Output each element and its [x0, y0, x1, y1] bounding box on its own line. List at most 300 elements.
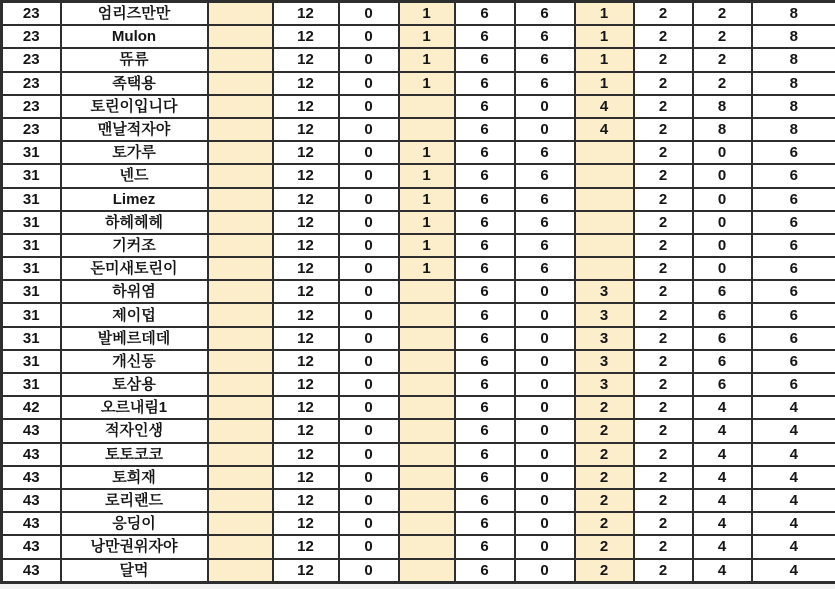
value-cell-2: 0 [339, 327, 399, 350]
value-cell-6: 4 [575, 95, 634, 118]
value-cell-9: 6 [752, 303, 835, 326]
value-cell-1: 12 [273, 535, 339, 558]
name-cell: 토가루 [61, 141, 208, 164]
value-cell-7: 2 [634, 280, 693, 303]
highlight-empty-cell [208, 141, 273, 164]
value-cell-1: 12 [273, 211, 339, 234]
value-cell-1: 12 [273, 559, 339, 583]
value-cell-5: 0 [515, 95, 575, 118]
value-cell-4: 6 [455, 443, 515, 466]
value-cell-1: 12 [273, 466, 339, 489]
value-cell-1: 12 [273, 327, 339, 350]
value-cell-6: 4 [575, 118, 634, 141]
value-cell-8: 2 [693, 48, 752, 71]
value-cell-5: 0 [515, 327, 575, 350]
value-cell-4: 6 [455, 350, 515, 373]
name-cell: 맨날적자야 [61, 118, 208, 141]
value-cell-2: 0 [339, 72, 399, 95]
rank-cell: 42 [2, 396, 61, 419]
value-cell-8: 4 [693, 535, 752, 558]
value-cell-9: 6 [752, 327, 835, 350]
rank-cell: 43 [2, 466, 61, 489]
rank-cell: 31 [2, 280, 61, 303]
highlight-empty-cell [208, 25, 273, 48]
value-cell-3 [399, 419, 455, 442]
value-cell-7: 2 [634, 512, 693, 535]
table-row [2, 164, 835, 187]
name-cell: 하위염 [61, 280, 208, 303]
value-cell-2: 0 [339, 373, 399, 396]
value-cell-1: 12 [273, 373, 339, 396]
value-cell-9: 6 [752, 164, 835, 187]
name-cell: 달먹 [61, 559, 208, 583]
value-cell-8: 6 [693, 327, 752, 350]
value-cell-1: 12 [273, 350, 339, 373]
value-cell-8: 0 [693, 141, 752, 164]
value-cell-1: 12 [273, 164, 339, 187]
value-cell-2: 0 [339, 303, 399, 326]
value-cell-9: 6 [752, 350, 835, 373]
value-cell-3: 1 [399, 234, 455, 257]
value-cell-6 [575, 211, 634, 234]
value-cell-4: 6 [455, 512, 515, 535]
highlight-empty-cell [208, 280, 273, 303]
highlight-empty-cell [208, 419, 273, 442]
value-cell-2: 0 [339, 535, 399, 558]
value-cell-7: 2 [634, 466, 693, 489]
value-cell-2: 0 [339, 118, 399, 141]
rank-cell: 23 [2, 2, 61, 26]
value-cell-6: 2 [575, 396, 634, 419]
rank-cell: 31 [2, 350, 61, 373]
table-row [2, 211, 835, 234]
table-row [2, 303, 835, 326]
value-cell-7: 2 [634, 188, 693, 211]
value-cell-4: 6 [455, 234, 515, 257]
rank-cell: 43 [2, 535, 61, 558]
name-cell: 로리랜드 [61, 489, 208, 512]
rank-cell: 43 [2, 559, 61, 583]
value-cell-3 [399, 350, 455, 373]
highlight-empty-cell [208, 489, 273, 512]
value-cell-1: 12 [273, 25, 339, 48]
value-cell-8: 0 [693, 164, 752, 187]
table-row [2, 373, 835, 396]
highlight-empty-cell [208, 257, 273, 280]
value-cell-9: 8 [752, 95, 835, 118]
rank-cell: 31 [2, 303, 61, 326]
value-cell-5: 6 [515, 2, 575, 26]
value-cell-2: 0 [339, 559, 399, 583]
value-cell-2: 0 [339, 164, 399, 187]
name-cell: 돈미새토린이 [61, 257, 208, 280]
table-row [2, 327, 835, 350]
rank-cell: 23 [2, 48, 61, 71]
value-cell-3 [399, 118, 455, 141]
value-cell-5: 6 [515, 211, 575, 234]
value-cell-9: 4 [752, 466, 835, 489]
name-cell: 적자인생 [61, 419, 208, 442]
value-cell-1: 12 [273, 48, 339, 71]
value-cell-8: 6 [693, 303, 752, 326]
value-cell-1: 12 [273, 95, 339, 118]
rank-cell: 23 [2, 118, 61, 141]
highlight-empty-cell [208, 327, 273, 350]
value-cell-5: 0 [515, 303, 575, 326]
highlight-empty-cell [208, 373, 273, 396]
highlight-empty-cell [208, 234, 273, 257]
value-cell-7: 2 [634, 257, 693, 280]
value-cell-4: 6 [455, 419, 515, 442]
rank-cell: 31 [2, 373, 61, 396]
value-cell-8: 4 [693, 419, 752, 442]
value-cell-6 [575, 234, 634, 257]
value-cell-4: 6 [455, 48, 515, 71]
value-cell-1: 12 [273, 396, 339, 419]
highlight-empty-cell [208, 443, 273, 466]
value-cell-3 [399, 95, 455, 118]
value-cell-8: 6 [693, 350, 752, 373]
value-cell-5: 0 [515, 466, 575, 489]
highlight-empty-cell [208, 559, 273, 583]
value-cell-6: 2 [575, 535, 634, 558]
rank-cell: 31 [2, 188, 61, 211]
value-cell-1: 12 [273, 141, 339, 164]
value-cell-9: 6 [752, 280, 835, 303]
value-cell-3: 1 [399, 188, 455, 211]
value-cell-5: 6 [515, 234, 575, 257]
value-cell-6 [575, 141, 634, 164]
table-row [2, 350, 835, 373]
rank-cell: 31 [2, 211, 61, 234]
value-cell-9: 4 [752, 443, 835, 466]
value-cell-3 [399, 466, 455, 489]
rank-cell: 31 [2, 141, 61, 164]
value-cell-9: 6 [752, 141, 835, 164]
value-cell-4: 6 [455, 535, 515, 558]
name-cell: 낭만권위자야 [61, 535, 208, 558]
highlight-empty-cell [208, 350, 273, 373]
value-cell-5: 6 [515, 141, 575, 164]
highlight-empty-cell [208, 535, 273, 558]
name-cell: Mulon [61, 25, 208, 48]
value-cell-6: 2 [575, 466, 634, 489]
value-cell-2: 0 [339, 443, 399, 466]
value-cell-2: 0 [339, 280, 399, 303]
value-cell-5: 6 [515, 48, 575, 71]
value-cell-2: 0 [339, 512, 399, 535]
value-cell-9: 4 [752, 489, 835, 512]
value-cell-3: 1 [399, 257, 455, 280]
value-cell-5: 0 [515, 559, 575, 583]
value-cell-2: 0 [339, 95, 399, 118]
value-cell-8: 2 [693, 25, 752, 48]
value-cell-6: 2 [575, 512, 634, 535]
value-cell-4: 6 [455, 257, 515, 280]
value-cell-9: 8 [752, 72, 835, 95]
value-cell-7: 2 [634, 211, 693, 234]
value-cell-8: 4 [693, 466, 752, 489]
value-cell-3 [399, 373, 455, 396]
name-cell: Limez [61, 188, 208, 211]
value-cell-8: 6 [693, 373, 752, 396]
table-row [2, 419, 835, 442]
value-cell-3 [399, 396, 455, 419]
value-cell-5: 0 [515, 350, 575, 373]
value-cell-3: 1 [399, 2, 455, 26]
highlight-empty-cell [208, 48, 273, 71]
value-cell-6 [575, 164, 634, 187]
highlight-empty-cell [208, 211, 273, 234]
highlight-empty-cell [208, 466, 273, 489]
rank-cell: 43 [2, 489, 61, 512]
highlight-empty-cell [208, 2, 273, 26]
name-cell: 넨드 [61, 164, 208, 187]
value-cell-3 [399, 489, 455, 512]
value-cell-8: 4 [693, 396, 752, 419]
value-cell-1: 12 [273, 280, 339, 303]
name-cell: 제이덥 [61, 303, 208, 326]
name-cell: 뜌류 [61, 48, 208, 71]
table-row [2, 396, 835, 419]
value-cell-3 [399, 535, 455, 558]
value-cell-8: 4 [693, 489, 752, 512]
value-cell-8: 2 [693, 2, 752, 26]
rank-cell: 43 [2, 443, 61, 466]
highlight-empty-cell [208, 188, 273, 211]
rank-cell: 31 [2, 234, 61, 257]
value-cell-5: 6 [515, 25, 575, 48]
table-body [2, 2, 835, 583]
value-cell-1: 12 [273, 257, 339, 280]
name-cell: 족택용 [61, 72, 208, 95]
value-cell-3 [399, 303, 455, 326]
value-cell-9: 8 [752, 25, 835, 48]
highlight-empty-cell [208, 512, 273, 535]
value-cell-7: 2 [634, 141, 693, 164]
value-cell-4: 6 [455, 118, 515, 141]
value-cell-2: 0 [339, 396, 399, 419]
value-cell-6: 3 [575, 303, 634, 326]
value-cell-9: 6 [752, 234, 835, 257]
value-cell-1: 12 [273, 118, 339, 141]
value-cell-6: 1 [575, 2, 634, 26]
value-cell-1: 12 [273, 2, 339, 26]
value-cell-6: 3 [575, 373, 634, 396]
value-cell-7: 2 [634, 419, 693, 442]
rank-cell: 31 [2, 164, 61, 187]
value-cell-3 [399, 280, 455, 303]
table-row [2, 257, 835, 280]
value-cell-2: 0 [339, 257, 399, 280]
value-cell-7: 2 [634, 303, 693, 326]
table-row [2, 489, 835, 512]
value-cell-6: 1 [575, 48, 634, 71]
value-cell-3 [399, 512, 455, 535]
value-cell-4: 6 [455, 373, 515, 396]
rank-cell: 31 [2, 327, 61, 350]
value-cell-6: 3 [575, 327, 634, 350]
value-cell-5: 0 [515, 535, 575, 558]
value-cell-8: 2 [693, 72, 752, 95]
value-cell-7: 2 [634, 95, 693, 118]
value-cell-9: 8 [752, 2, 835, 26]
value-cell-2: 0 [339, 188, 399, 211]
value-cell-1: 12 [273, 303, 339, 326]
value-cell-6: 3 [575, 280, 634, 303]
value-cell-3: 1 [399, 72, 455, 95]
value-cell-7: 2 [634, 489, 693, 512]
value-cell-7: 2 [634, 535, 693, 558]
value-cell-2: 0 [339, 466, 399, 489]
value-cell-7: 2 [634, 396, 693, 419]
value-cell-4: 6 [455, 303, 515, 326]
value-cell-9: 4 [752, 535, 835, 558]
value-cell-9: 6 [752, 188, 835, 211]
value-cell-6: 1 [575, 25, 634, 48]
value-cell-8: 8 [693, 95, 752, 118]
value-cell-4: 6 [455, 211, 515, 234]
table-row [2, 72, 835, 95]
table-row [2, 48, 835, 71]
name-cell: 토린이입니다 [61, 95, 208, 118]
value-cell-2: 0 [339, 141, 399, 164]
value-cell-5: 0 [515, 443, 575, 466]
table-row [2, 25, 835, 48]
value-cell-9: 4 [752, 396, 835, 419]
table-row [2, 535, 835, 558]
value-cell-6: 3 [575, 350, 634, 373]
value-cell-4: 6 [455, 2, 515, 26]
value-cell-5: 6 [515, 188, 575, 211]
value-cell-4: 6 [455, 489, 515, 512]
value-cell-4: 6 [455, 396, 515, 419]
value-cell-9: 4 [752, 512, 835, 535]
highlight-empty-cell [208, 118, 273, 141]
value-cell-8: 0 [693, 257, 752, 280]
value-cell-7: 2 [634, 72, 693, 95]
table-row [2, 118, 835, 141]
value-cell-5: 6 [515, 257, 575, 280]
value-cell-5: 0 [515, 396, 575, 419]
name-cell: 엄리즈만만 [61, 2, 208, 26]
value-cell-8: 8 [693, 118, 752, 141]
value-cell-6 [575, 188, 634, 211]
value-cell-1: 12 [273, 443, 339, 466]
value-cell-9: 6 [752, 211, 835, 234]
value-cell-7: 2 [634, 327, 693, 350]
table-row [2, 2, 835, 26]
value-cell-8: 4 [693, 443, 752, 466]
value-cell-4: 6 [455, 164, 515, 187]
value-cell-4: 6 [455, 188, 515, 211]
value-cell-7: 2 [634, 48, 693, 71]
value-cell-2: 0 [339, 489, 399, 512]
table-row [2, 559, 835, 583]
value-cell-3: 1 [399, 211, 455, 234]
value-cell-6 [575, 257, 634, 280]
value-cell-8: 0 [693, 188, 752, 211]
value-cell-4: 6 [455, 72, 515, 95]
name-cell: 오르내림1 [61, 396, 208, 419]
value-cell-5: 0 [515, 512, 575, 535]
value-cell-7: 2 [634, 443, 693, 466]
highlight-empty-cell [208, 72, 273, 95]
value-cell-4: 6 [455, 280, 515, 303]
value-cell-7: 2 [634, 2, 693, 26]
name-cell: 토삼용 [61, 373, 208, 396]
name-cell: 기커조 [61, 234, 208, 257]
highlight-empty-cell [208, 396, 273, 419]
value-cell-5: 0 [515, 118, 575, 141]
value-cell-3: 1 [399, 48, 455, 71]
value-cell-1: 12 [273, 512, 339, 535]
rank-cell: 23 [2, 25, 61, 48]
value-cell-7: 2 [634, 559, 693, 583]
value-cell-7: 2 [634, 234, 693, 257]
value-cell-3: 1 [399, 25, 455, 48]
value-cell-9: 6 [752, 257, 835, 280]
value-cell-3 [399, 443, 455, 466]
value-cell-2: 0 [339, 2, 399, 26]
value-cell-9: 8 [752, 118, 835, 141]
value-cell-1: 12 [273, 489, 339, 512]
name-cell: 개신동 [61, 350, 208, 373]
value-cell-4: 6 [455, 25, 515, 48]
name-cell: 하헤헤헤 [61, 211, 208, 234]
value-cell-8: 4 [693, 512, 752, 535]
table-row [2, 466, 835, 489]
value-cell-3: 1 [399, 164, 455, 187]
value-cell-3 [399, 327, 455, 350]
name-cell: 토희재 [61, 466, 208, 489]
highlight-empty-cell [208, 95, 273, 118]
value-cell-7: 2 [634, 118, 693, 141]
rank-cell: 23 [2, 72, 61, 95]
table-row [2, 512, 835, 535]
value-cell-3 [399, 559, 455, 583]
table-row [2, 188, 835, 211]
table-row [2, 141, 835, 164]
value-cell-9: 6 [752, 373, 835, 396]
value-cell-5: 0 [515, 489, 575, 512]
value-cell-5: 0 [515, 419, 575, 442]
value-cell-2: 0 [339, 211, 399, 234]
rank-cell: 43 [2, 512, 61, 535]
value-cell-7: 2 [634, 350, 693, 373]
value-cell-5: 0 [515, 280, 575, 303]
value-cell-4: 6 [455, 327, 515, 350]
value-cell-4: 6 [455, 95, 515, 118]
value-cell-7: 2 [634, 164, 693, 187]
value-cell-9: 4 [752, 559, 835, 583]
value-cell-9: 8 [752, 48, 835, 71]
table-row [2, 280, 835, 303]
value-cell-6: 2 [575, 489, 634, 512]
value-cell-8: 0 [693, 234, 752, 257]
value-cell-3: 1 [399, 141, 455, 164]
value-cell-9: 4 [752, 419, 835, 442]
name-cell: 발베르데데 [61, 327, 208, 350]
value-cell-7: 2 [634, 25, 693, 48]
value-cell-5: 6 [515, 164, 575, 187]
highlight-empty-cell [208, 303, 273, 326]
value-cell-2: 0 [339, 350, 399, 373]
highlight-empty-cell [208, 164, 273, 187]
rank-cell: 43 [2, 419, 61, 442]
name-cell: 토토코코 [61, 443, 208, 466]
table-row [2, 95, 835, 118]
